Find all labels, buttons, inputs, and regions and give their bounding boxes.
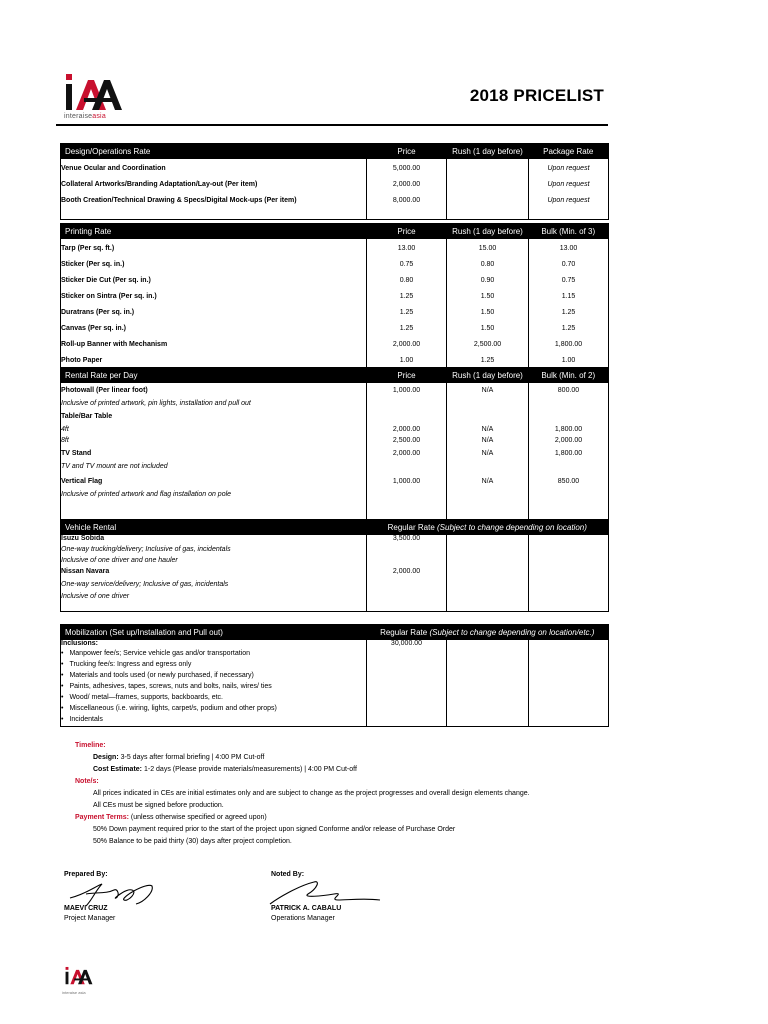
table-row: Nissan Navara 2,000.00 <box>61 568 609 581</box>
footer-wordmark: interaise asia <box>62 990 86 995</box>
table-row: Tarp (Per sq. ft.) 13.00 15.00 13.00 <box>61 245 609 261</box>
table-header: Mobilization (Set up/Installation and Pull out) Regular Rate (Subject to change depending on location/etc.) <box>61 625 609 641</box>
printing-rate-table <box>60 223 609 370</box>
table-row: Sticker on Sintra (Per sq. in.) 1.25 1.50 1.15 <box>61 293 609 309</box>
list-item: • Wood/ metal—frames, supports, backboards, etc. <box>61 694 367 705</box>
noted-by-block: Noted By: <box>271 871 305 878</box>
pricelist-document: interaiseasia 2018 PRICELIST Design/Operations Rate Price Rush (1 day before) Package Rate Venue Ocular and Coordination 5,000.00 Upon request Collateral Artworks/Branding Adaptation/Lay-out (Per item) 2,000.00 Upon request Booth Creation/Technical Drawing & Specs/Digital Mock-ups (Per item) 8,000.00 Upon request Printing Rate Price Rush (1 day before) Bulk (Min. of 3) Tarp (Per sq. ft.) 13.00 15.00 13.00 Sticker (Per sq. in.) 0.75 0.80 0.70 Sticker Die Cut (Per sq. in.) 0.80 0.90 0.75 Sticker on Sintra (Per sq. in.) 1.25 1.50 1.15 Duratrans (Per sq. in.) 1.25 1.50 1.25 Canvas (Per sq. in.) 1.25 1.50 1.25 Roll-up Banner with Mechanism 2,000.00 2,500.00 1,800.00 Photo Paper 1.00 1.25 1.00 Rental Rate per Day Price Rush (1 day before) Bulk (Min. of 2) Photowall (Per linear foot) 1,000.00 N/A 800.00 Inclusive of printed artwork, pin lights, installation and pull out Table/Bar Table 4ft 2,000.00 N/A 1,800.00 8ft 2,500.00 N/A 2,000.00 TV Stand 2,000.00 N/A 1,800.00 TV and TV mount are not included Vertical Flag 1,000.00 N/A 850.00 Inclusive of printed artwork and flag installation on pole Vehicle Rental Regular Rate (Subject to change depending on location) Isuzu Sobida 3,500.00 One-way trucking/delivery; Inclusive of gas, incidentals Inclusive of one driver and one hauler Nissan Navara 2,000.00 One-way service/delivery; Inclusive of gas, incidentals Inclusive of one driver Mobilization (Set up/Installation and Pull out) Regular Rate (Subject to change depending on location/etc.) Inclusions: 30,000.00 • Manpower fee/s; Service vehicle gas and/or transportation • Trucking fee/s: Ingress and egress only • Materials and tools used (or newly purchased, if necessary) • Paints, adhesives, tapes, screws, nuts and bolts, nails, wires/ ties • Wood/ metal—frames, supports, backboards, etc. • Miscellaneous (i.e. wiring, lights, carpet/s, podium and other props) • Incidentals Timeline: Design: 3-5 days after formal briefing | 4:00 PM Cut-off Cost Estimate: 1-2 days (Please provide materials/measurements) | 4:00 PM Cut-off Note/s: All prices indicated in CEs are initial estimates only and are subject to change as the project progresses and overall design elements change. All CEs must be signed before production. Payment Terms: (unless otherwise specified or agreed upon) 50% Down payment required prior to the start of the project upon signed Conforme and/or release of Purchase Order 50% Balance to be paid thirty (30) days after project completion. Prepared By: MAEVI CRUZ Project Manager Noted By: PATRICK A. CABALU Operations Manager interaise asia <box>0 0 768 1024</box>
table-row: Inclusive of printed artwork and flag installation on pole <box>61 491 609 519</box>
table-row: Table/Bar Table <box>61 413 609 426</box>
payment-terms-label: Payment Terms: <box>75 814 129 821</box>
list-item: • Miscellaneous (i.e. wiring, lights, carpet/s, podium and other props) <box>61 705 367 716</box>
table-row: Inclusive of printed artwork, pin lights, installation and pull out <box>61 400 609 413</box>
terms-notes: Timeline: Design: 3-5 days after formal briefing | 4:00 PM Cut-off Cost Estimate: 1-2 days (Please provide materials/measurements) | 4:00 PM Cut-off Note/s: All prices indicated in CEs are initial estimates only and are subject to change as the project progresses and overall design elements change. All CEs must be signed before production. Payment Terms: (unless otherwise specified or agreed upon) 50% Down payment required prior to the start of the project upon signed Conforme and/or release of Purchase Order 50% Balance to be paid thirty (30) days after project completion. <box>75 742 530 845</box>
title-divider <box>56 124 608 126</box>
table-header: Design/Operations Rate Price Rush (1 day before) Package Rate <box>61 144 609 160</box>
mobilization-table <box>60 624 609 727</box>
table-row: Vertical Flag 1,000.00 N/A 850.00 <box>61 478 609 491</box>
table-row: Photo Paper 1.00 1.25 1.00 <box>61 357 609 369</box>
table-row: Sticker Die Cut (Per sq. in.) 0.80 0.90 0.75 <box>61 277 609 293</box>
list-item: • Trucking fee/s: Ingress and egress only <box>61 661 367 672</box>
table-row: TV and TV mount are not included <box>61 463 609 478</box>
rental-rate-table <box>60 367 609 520</box>
table-row: Roll-up Banner with Mechanism 2,000.00 2,500.00 1,800.00 <box>61 341 609 357</box>
table-header: Rental Rate per Day Price Rush (1 day before) Bulk (Min. of 2) <box>61 368 609 384</box>
table-row: 4ft 2,000.00 N/A 1,800.00 <box>61 426 609 437</box>
table-row: 8ft 2,500.00 N/A 2,000.00 <box>61 437 609 450</box>
table-row: Duratrans (Per sq. in.) 1.25 1.50 1.25 <box>61 309 609 325</box>
table-row: TV Stand 2,000.00 N/A 1,800.00 <box>61 450 609 463</box>
list-item: • Materials and tools used (or newly purchased, if necessary) <box>61 672 367 683</box>
table-row: Venue Ocular and Coordination 5,000.00 Upon request <box>61 165 609 181</box>
table-row: Collateral Artworks/Branding Adaptation/Lay-out (Per item) 2,000.00 Upon request <box>61 181 609 197</box>
table-header: Printing Rate Price Rush (1 day before) Bulk (Min. of 3) <box>61 224 609 240</box>
logo-wordmark: interaiseasia <box>64 113 106 120</box>
vehicle-rental-table: Vehicle Rental Regular Rate (Subject to change depending on location) Isuzu Sobida 3,500.00 One-way trucking/delivery; Inclusive of gas, incidentals Inclusive of one driver and one hauler Nissan Navara 2,000.00 One-way service/delivery; Inclusive of gas, incidentals Inclusive of one driver <box>60 519 609 612</box>
table-row: Booth Creation/Technical Drawing & Specs/Digital Mock-ups (Per item) 8,000.00 Upon request <box>61 197 609 219</box>
notes-label: Note/s: <box>75 778 99 785</box>
table-header: Vehicle Rental Regular Rate (Subject to change depending on location) <box>61 520 609 536</box>
design-rate-table <box>60 143 609 220</box>
table-row: Photowall (Per linear foot) 1,000.00 N/A 800.00 <box>61 387 609 400</box>
prepared-by-block: Prepared By: <box>64 871 108 878</box>
table-row: Isuzu Sobida 3,500.00 <box>61 535 609 546</box>
page-title: 2018 PRICELIST <box>469 86 604 105</box>
timeline-label: Timeline: <box>75 742 106 749</box>
table-row: Canvas (Per sq. in.) 1.25 1.50 1.25 <box>61 325 609 341</box>
table-row: Sticker (Per sq. in.) 0.75 0.80 0.70 <box>61 261 609 277</box>
footer-logo-icon <box>64 966 94 990</box>
list-item: • Incidentals <box>61 716 367 726</box>
table-row: Inclusions: 30,000.00 <box>61 640 609 650</box>
list-item: • Manpower fee/s; Service vehicle gas and/or transportation <box>61 650 367 661</box>
list-item: • Paints, adhesives, tapes, screws, nuts and bolts, nails, wires/ ties <box>61 683 367 694</box>
